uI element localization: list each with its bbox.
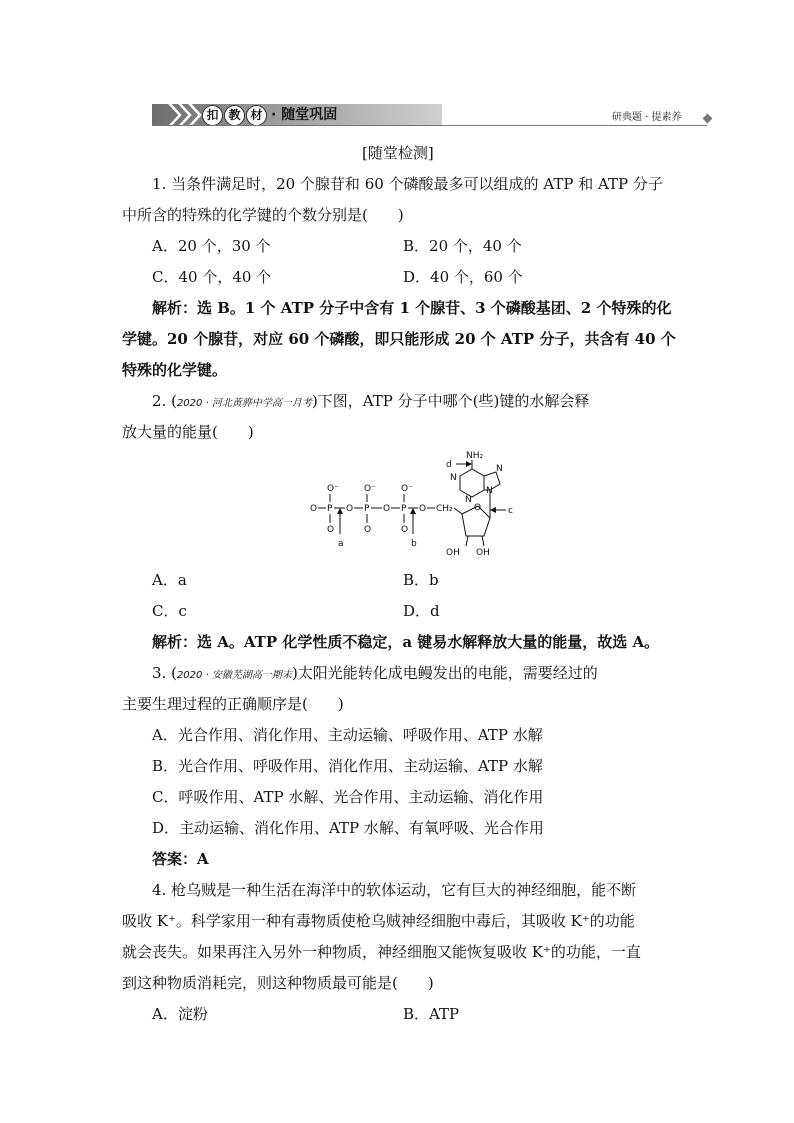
- q4-option-b: B．ATP: [403, 1005, 460, 1023]
- q3-stem-line2: 主要生理过程的正确顺序是( ): [122, 695, 344, 713]
- diagram-p: P: [401, 504, 407, 514]
- q1-option-d: D．40 个，60 个: [403, 268, 523, 286]
- header-right-text: 研典题 · 提素养: [612, 112, 682, 123]
- diagram-p: P: [364, 504, 370, 514]
- q1-explanation-line1: 解析：选 B。1 个 ATP 分子中含有 1 个腺苷、3 个磷酸基团、2 个特殊的化: [152, 299, 672, 317]
- diagram-nh2: NH₂: [466, 451, 484, 461]
- q1-explanation-line2: 学键。20 个腺苷，对应 60 个磷酸，即只能形成 20 个 ATP 分子，共含有 40 个: [122, 330, 676, 348]
- diagram-o-minus: O⁻: [327, 484, 339, 494]
- q1-explanation-line3: 特殊的化学键。: [122, 361, 228, 379]
- q4-stem-line2: 吸收 K⁺。科学家用一种有毒物质使枪乌贼神经细胞中毒后，其吸收 K⁺的功能: [122, 912, 635, 930]
- diagram-p: P: [327, 504, 333, 514]
- q2-option-d: D．d: [403, 602, 440, 620]
- q1-option-b: B．20 个，40 个: [403, 237, 522, 255]
- label-d: d: [446, 460, 452, 470]
- q3-option-c: C．呼吸作用、ATP 水解、光合作用、主动运输、消化作用: [152, 788, 544, 806]
- q4-option-a: A．淀粉: [152, 1005, 208, 1023]
- q3-stem-line1: [152, 663, 598, 686]
- header-title-char: 材: [246, 105, 267, 126]
- diagram-o: O: [346, 504, 354, 514]
- diagram-n: N: [450, 473, 457, 483]
- q3-source: 2020 · 安徽芜湖高一期末: [176, 670, 292, 681]
- q3-stem-text: )太阳光能转化成电鳗发出的电能，需要经过的: [291, 664, 598, 682]
- diagram-oh: OH: [476, 548, 490, 558]
- q4-stem-line3: 就会丧失。如果再注入另外一种物质，神经细胞又能恢复吸收 K⁺的功能，一直: [122, 943, 641, 961]
- diagram-o: O: [383, 504, 391, 514]
- q4-stem-line1: 4. 枪乌贼是一种生活在海洋中的软体运动，它有巨大的神经细胞，能不断: [152, 881, 637, 899]
- diagram-o-minus: O⁻: [364, 484, 376, 494]
- q2-source: 2020 · 河北黄骅中学高一月考: [176, 398, 312, 409]
- diagram-o: O: [364, 525, 372, 535]
- q2-explanation: 解析：选 A。ATP 化学性质不稳定，a 键易水解释放大量的能量，故选 A。: [152, 633, 660, 651]
- q3-number: 3. (: [152, 664, 177, 682]
- q4-stem-line4: 到这种物质消耗完，则这种物质最可能是( ): [122, 974, 434, 992]
- label-c: c: [508, 506, 513, 516]
- label-b: b: [411, 539, 417, 549]
- diagram-o: O: [419, 504, 427, 514]
- q2-option-c: C．c: [152, 602, 187, 620]
- q1-option-a: A．20 个，30 个: [152, 237, 271, 255]
- q2-option-b: B．b: [403, 571, 439, 589]
- diagram-oh: OH: [446, 548, 460, 558]
- diagram-n: N: [496, 464, 503, 474]
- diamond-icon: [703, 114, 713, 124]
- diagram-o: O: [327, 525, 335, 535]
- diagram-o-minus: O⁻: [401, 484, 413, 494]
- label-a: a: [338, 539, 344, 549]
- page-header: [152, 100, 712, 130]
- q2-number: 2. (: [152, 392, 177, 410]
- q2-stem-text: )下图，ATP 分子中哪个(些)键的水解会释: [311, 392, 590, 410]
- atp-structure-diagram: [300, 450, 560, 565]
- diagram-n: N: [465, 495, 472, 505]
- diagram-o: O: [474, 503, 482, 513]
- diagram-o: O: [401, 525, 409, 535]
- diagram-ch2: CH₂: [436, 504, 453, 514]
- q1-stem-line1: 1. 当条件满足时，20 个腺苷和 60 个磷酸最多可以组成的 ATP 和 ATP 分子: [152, 175, 663, 193]
- q3-option-a: A．光合作用、消化作用、主动运输、呼吸作用、ATP 水解: [152, 726, 543, 744]
- q2-stem-line2: 放大量的能量( ): [122, 423, 254, 441]
- q1-stem-line2: 中所含的特殊的化学键的个数分别是( ): [122, 206, 404, 224]
- q3-option-b: B．光合作用、呼吸作用、消化作用、主动运输、ATP 水解: [152, 757, 543, 775]
- header-rule: [152, 125, 707, 126]
- section-title: [随堂检测]: [362, 144, 434, 162]
- diagram-n: N: [486, 486, 493, 496]
- header-title-char: 扣: [202, 105, 223, 126]
- q1-option-c: C．40 个，40 个: [152, 268, 272, 286]
- q2-option-a: A．a: [152, 571, 187, 589]
- q3-answer: 答案：A: [152, 850, 209, 868]
- q2-stem-line1: [152, 391, 589, 414]
- diagram-o: O: [310, 504, 318, 514]
- header-title-char: 教: [224, 105, 245, 126]
- q3-option-d: D．主动运输、消化作用、ATP 水解、有氧呼吸、光合作用: [152, 819, 544, 837]
- header-title-rest: · 随堂巩固: [271, 107, 338, 123]
- header-title: [202, 105, 337, 125]
